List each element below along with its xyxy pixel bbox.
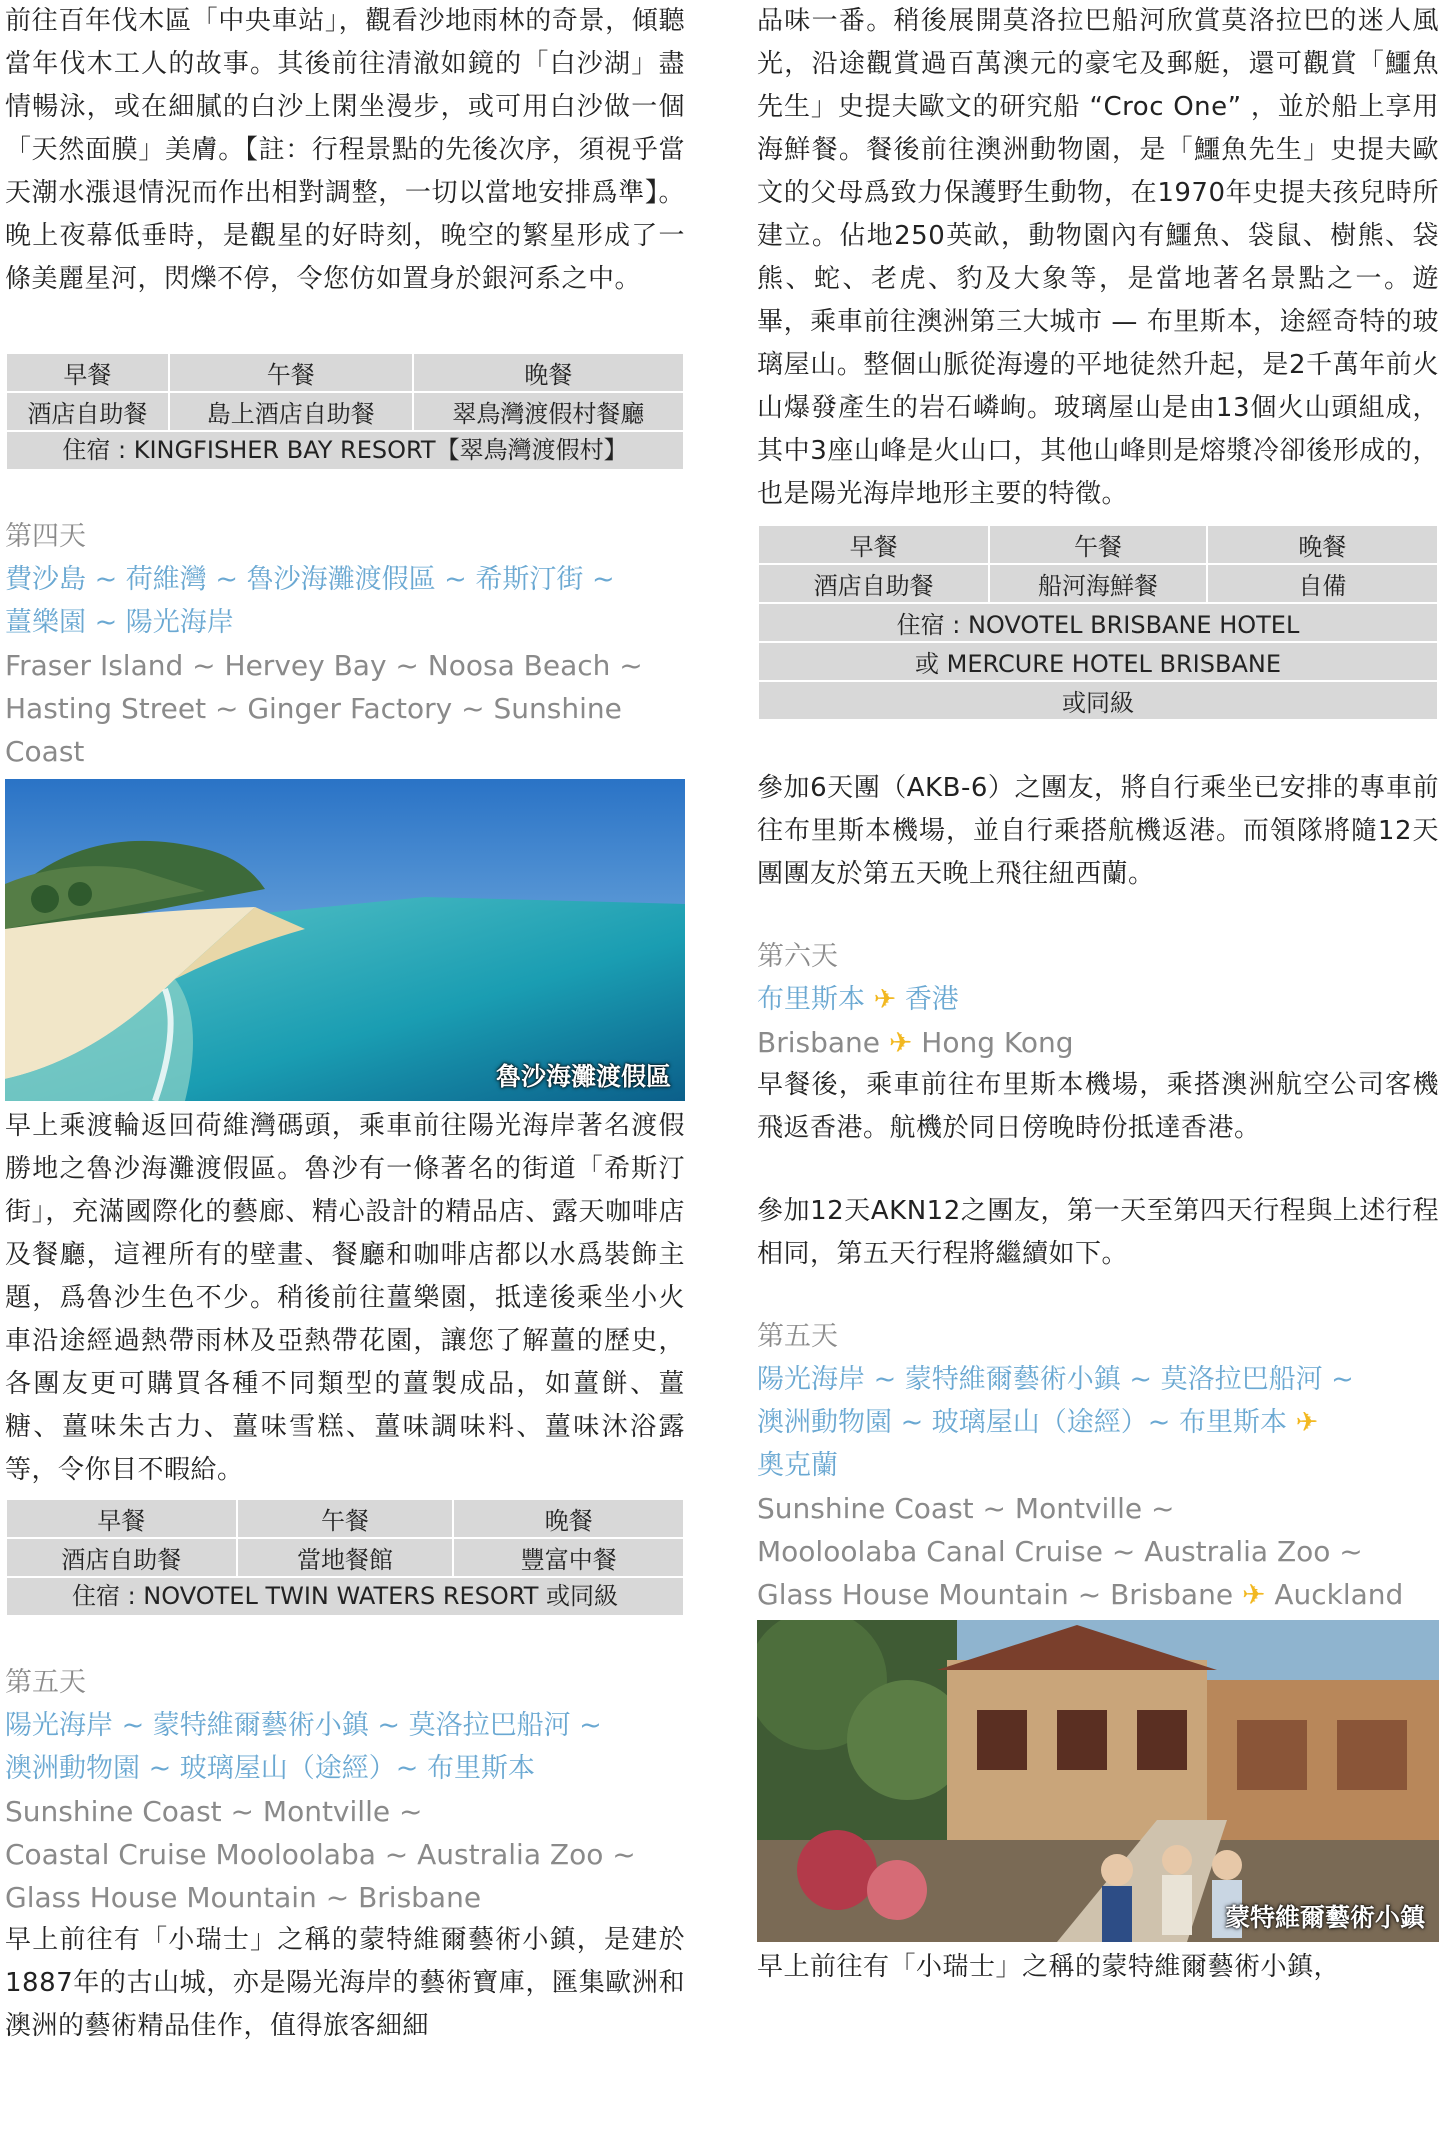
meal-header-dinner: 晚餐 [413,353,684,392]
six-day-note: 參加6天團（AKB-6）之團友，將自行乘坐已安排的專車前往布里斯本機場，並自行乘搭航機返港。而領隊將隨12天團團友於第五天晚上飛往紐西蘭。 [757,773,1439,889]
intro-paragraph: 前往百年伐木區「中央車站」，觀看沙地雨林的奇景，傾聽當年伐木工人的故事。其後前往清澈如鏡的「白沙湖」盡情暢泳，或在細膩的白沙上閑坐漫步，或可用白沙做一個「天然面膜」美膚。【註：行程景點的先後次序，須視乎當天潮水漲退情況而作出相對調整，一切以當地安排爲準】。晚上夜幕低垂時，是觀星的好時刻，晚空的繁星形成了一條美麗星河，閃爍不停，令您仿如置身於銀河系之中。 [5,6,685,294]
day5-paragraph: 早上前往有「小瑞士」之稱的蒙特維爾藝術小鎮，是建於1887年的古山城，亦是陽光海岸的藝術寶庫，匯集歐洲和澳洲的藝術精品佳作，值得旅客細細 [5,1925,685,2041]
day5b-route-cn-2 [757,1401,1439,1444]
meal-table-day5 [757,524,1439,721]
twelve-day-note: 參加12天AKN12之團友，第一天至第四天行程與上述行程相同，第五天行程將繼續如下。 [757,1196,1439,1269]
day4-route-cn-2: 薑樂園 ~ 陽光海岸 [5,607,234,638]
day5-label: 第五天 [5,1667,86,1698]
meal-stay: 住宿 : KINGFISHER BAY RESORT【翠鳥灣渡假村】 [6,431,684,470]
left-column [5,0,685,2048]
day6-route-cn-from: 布里斯本 [757,984,865,1015]
day6-route-en-from: Brisbane [757,1026,880,1059]
day4-label: 第四天 [5,521,86,552]
day6-route-en [757,1021,1439,1064]
day5b-paragraph: 早上前往有「小瑞士」之稱的蒙特維爾藝術小鎮， [757,1952,1341,1982]
day4-paragraph: 早上乘渡輪返回荷維灣碼頭，乘車前往陽光海岸著名渡假勝地之魯沙海灘渡假區。魯沙有一條著名的街道「希斯汀街」，充滿國際化的藝廊、精心設計的精品店、露天咖啡店及餐廳，這裡所有的壁畫、餐廳和咖啡店都以水爲裝飾主題，爲魯沙生色不少。稍後前往薑樂園，抵達後乘坐小火車沿途經過熱帶雨林及亞熱帶花園，讓您了解薑的歷史，各團友更可購買各種不同類型的薑製成品，如薑餅、薑糖、薑味朱古力、薑味雪糕、薑味調味料、薑味沐浴露等，令你目不暇給。 [5,1111,685,1485]
montville-photo [757,1620,1439,1942]
day4-route-cn-1: 費沙島 ~ 荷維灣 ~ 魯沙海灘渡假區 ~ 希斯汀街 ~ [5,564,615,595]
beach-illustration [5,779,685,1101]
noosa-photo-caption: 魯沙海灘渡假區 [495,1062,671,1091]
meal-value-breakfast: 酒店自助餐 [758,564,989,603]
day5b-route-en-3-to: Auckland [1274,1578,1404,1611]
meal-value-lunch: 當地餐館 [237,1538,454,1577]
meal-value-dinner: 豐富中餐 [453,1538,684,1577]
right-column [757,0,1439,1989]
day6-route-cn-to: 香港 [904,984,959,1015]
day5-route-en-3: Glass House Mountain ~ Brisbane [5,1881,482,1914]
meal-value-dinner: 翠鳥灣渡假村餐廳 [413,392,684,431]
day6-paragraph: 早餐後，乘車前往布里斯本機場，乘搭澳洲航空公司客機飛返香港。航機於同日傍晚時份抵達香港。 [757,1070,1439,1143]
meal-header-breakfast: 早餐 [6,1499,237,1538]
plane-icon: ✈ [873,984,897,1015]
meal-value-lunch: 島上酒店自助餐 [169,392,413,431]
plane-icon: ✈ [1295,1407,1319,1438]
meal-stay-line-3: 或同級 [758,681,1438,720]
meal-value-dinner: 自備 [1207,564,1438,603]
day5b-route-en-2: Mooloolaba Canal Cruise ~ Australia Zoo ~ [757,1535,1363,1568]
plane-icon: ✈ [888,1026,913,1059]
plane-icon: ✈ [1241,1578,1266,1611]
day6-route-cn [757,978,1439,1021]
day5-route-en-1: Sunshine Coast ~ Montville ~ [5,1795,423,1828]
meal-header-lunch: 午餐 [169,353,413,392]
meal-header-breakfast: 早餐 [6,353,169,392]
meal-header-dinner: 晚餐 [1207,525,1438,564]
meal-stay-line-1: 住宿 : NOVOTEL BRISBANE HOTEL [758,603,1438,642]
meal-stay: 住宿 : NOVOTEL TWIN WATERS RESORT 或同級 [6,1577,684,1616]
montville-photo-caption: 蒙特維爾藝術小鎮 [1224,1903,1425,1932]
meal-table-day3 [5,352,685,471]
day5b-route-en-1: Sunshine Coast ~ Montville ~ [757,1492,1175,1525]
day5b-route-en-3-from: Glass House Mountain ~ Brisbane [757,1578,1234,1611]
day5-route-cn-1: 陽光海岸 ~ 蒙特維爾藝術小鎮 ~ 莫洛拉巴船河 ~ [5,1710,602,1741]
day5b-route-cn-1: 陽光海岸 ~ 蒙特維爾藝術小鎮 ~ 莫洛拉巴船河 ~ [757,1364,1354,1395]
day4-route-en-2: Hasting Street ~ Ginger Factory ~ Sunshine Coast [5,692,622,768]
day5-route-en-2: Coastal Cruise Mooloolaba ~ Australia Zoo ~ [5,1838,636,1871]
day5b-route-cn-2-text: 澳洲動物園 ~ 玻璃屋山（途經）~ 布里斯本 [757,1407,1287,1438]
day4-route-en-1: Fraser Island ~ Hervey Bay ~ Noosa Beach ~ [5,649,643,682]
meal-header-dinner: 晚餐 [453,1499,684,1538]
noosa-beach-photo [5,779,685,1101]
meal-value-breakfast: 酒店自助餐 [6,1538,237,1577]
day6-route-en-to: Hong Kong [921,1026,1074,1059]
meal-value-breakfast: 酒店自助餐 [6,392,169,431]
meal-header-breakfast: 早餐 [758,525,989,564]
day5b-route-en-3 [757,1573,1439,1616]
meal-value-lunch: 船河海鮮餐 [989,564,1207,603]
meal-header-lunch: 午餐 [989,525,1207,564]
village-illustration [757,1620,1439,1942]
day6-label: 第六天 [757,941,838,972]
meal-header-lunch: 午餐 [237,1499,454,1538]
meal-table-day4 [5,1498,685,1617]
day5b-route-cn-3: 奧克蘭 [757,1450,838,1481]
meal-stay-line-2: 或 MERCURE HOTEL BRISBANE [758,642,1438,681]
day5b-label: 第五天 [757,1321,838,1352]
day5-route-cn-2: 澳洲動物園 ~ 玻璃屋山（途經）~ 布里斯本 [5,1753,535,1784]
continued-paragraph: 品味一番。稍後展開莫洛拉巴船河欣賞莫洛拉巴的迷人風光，沿途觀賞過百萬澳元的豪宅及郵艇，還可觀賞「鱷魚先生」史提夫歐文的研究船 “Croc One” ，並於船上享用海鮮餐。餐後前往澳洲動物園，是「鱷魚先生」史提夫歐文的父母爲致力保護野生動物，在1970年史提夫孩兒時所建立。佔地250英畝，動物園內有鱷魚、袋鼠、樹熊、袋熊、蛇、老虎、豹及大象等，是當地著名景點之一。遊畢，乘車前往澳洲第三大城市 — 布里斯本，途經奇特的玻璃屋山。整個山脈從海邊的平地徒然升起，是2千萬年前火山爆發產生的岩石嶙峋。玻璃屋山是由13個火山頭組成，其中3座山峰是火山口，其他山峰則是熔漿冷卻後形成的，也是陽光海岸地形主要的特徵。 [757,6,1439,509]
